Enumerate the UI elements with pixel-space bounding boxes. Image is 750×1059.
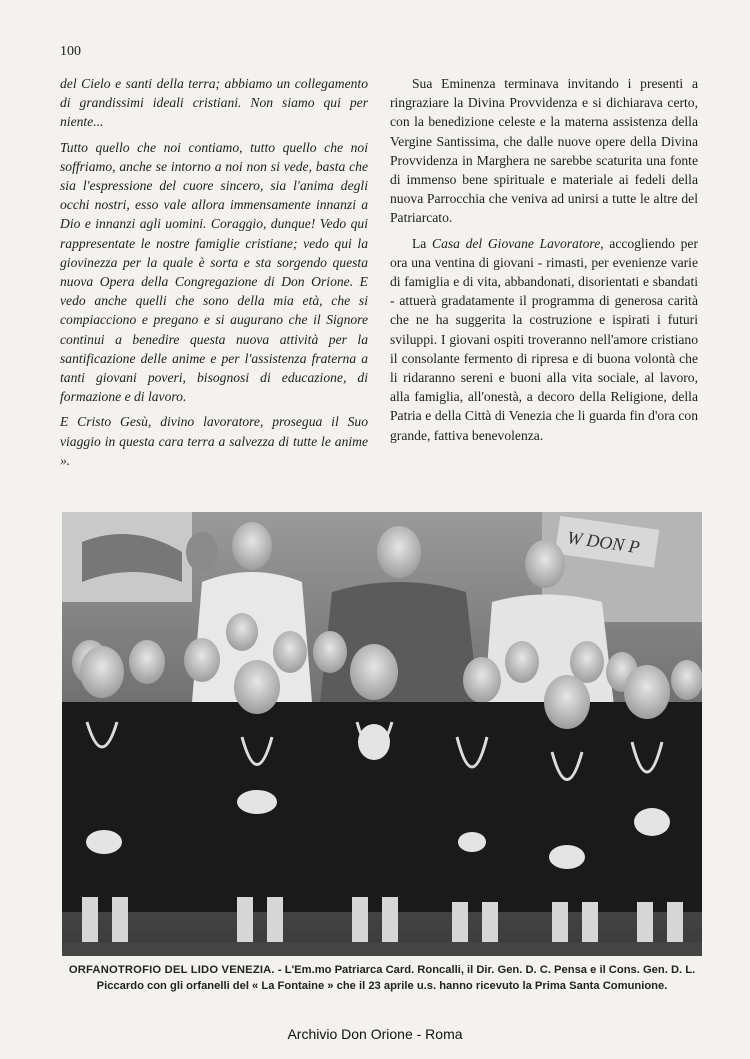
casa-giovane-lavoratore-title: Casa del Giovane Lavoratore — [432, 235, 601, 251]
photo-caption — [60, 963, 704, 994]
archive-footer: Archivio Don Orione - Roma — [287, 1026, 463, 1042]
right-text-column — [390, 74, 698, 451]
right-paragraph-2-body: , accogliendo per ora una ventina di giovani - rimasti, per evenienze varie di famiglia e di vita, abbandonati, disorientati e sbandati - attuerà gradatamente il programma di generosa carità che ne ha suggerita la costruzione e ispirati i futuri sviluppi. I giovani ospiti troveranno nell'amore cristiano il consolante fermento di ripresa e di buona volontà che li ridaranno sereni e buoni alla vita sociale, al lavoro, alla famiglia, all'onestà, a decoro della Religione, della Patria e della Città di Venezia che li guarda fin d'ora con grande, fattiva benevolenza. — [390, 235, 698, 443]
group-photo-illustration — [62, 512, 702, 956]
right-paragraph-2-prefix: La — [412, 235, 432, 251]
right-paragraph-2 — [390, 234, 698, 445]
right-paragraph-1: Sua Eminenza terminava invitando i presenti a ringraziare la Divina Provvidenza e si dichiarava certo, con la benedizione celeste e la materna assistenza della Vergine Santissima, che dalle nuove opere della Divina Provvidenza in Marghera ne sarebbe scaturita una fonte di immenso bene spirituale e materiale ai fedeli della nuova Parrocchia che veniva ad unirsi a tutte le altre del Patriarcato. — [390, 76, 698, 226]
page-number: 100 — [60, 44, 81, 59]
left-text-column — [60, 74, 368, 476]
group-photo — [62, 512, 702, 956]
photo-banner-text: W DON P — [565, 527, 642, 558]
caption-title: ORFANOTROFIO DEL LIDO VENEZIA. — [68, 964, 275, 976]
caption-text: - L'Em.mo Patriarca Card. Roncalli, il Dir. Gen. D. C. Pensa e il Cons. Gen. D. L. Piccardo con gli orfanelli del « La Fontaine » che il 23 aprile u.s. hanno ricevuto la Prima Santa Comunione. — [96, 964, 696, 992]
left-paragraph-3: E Cristo Gesù, divino lavoratore, prosegua il Suo viaggio in questa cara terra a salvezza di tutte le anime ». — [60, 414, 368, 468]
left-paragraph-1: del Cielo e santi della terra; abbiamo un collegamento di grandissimi ideali cristiani. Non siamo qui per niente... — [60, 76, 368, 130]
left-paragraph-2: Tutto quello che noi contiamo, tutto quello che noi soffriamo, anche se intorno a noi non si vede, basta che sia l'espressione del cuore sincero, sia l'anima degli occhi nostri, esso vale allora immensamente innanzi a Dio e innanzi agli uomini. Coraggio, dunque! Vedo qui rappresentate le nostre famiglie cristiane; vedo qui la giovinezza per la quale è sorta e sta sorgendo questa nuova Opera della Congregazione di Don Orione. E vedo anche quelli che sono della mia età, che si compiacciono e pregano e si augurano che il Signore continui a benedire questa nuova attività per la santificazione delle anime e per l'assistenza fraterna a tanti giovani poveri, bisognosi di educazione, di formazione e di lavoro. — [60, 139, 368, 405]
